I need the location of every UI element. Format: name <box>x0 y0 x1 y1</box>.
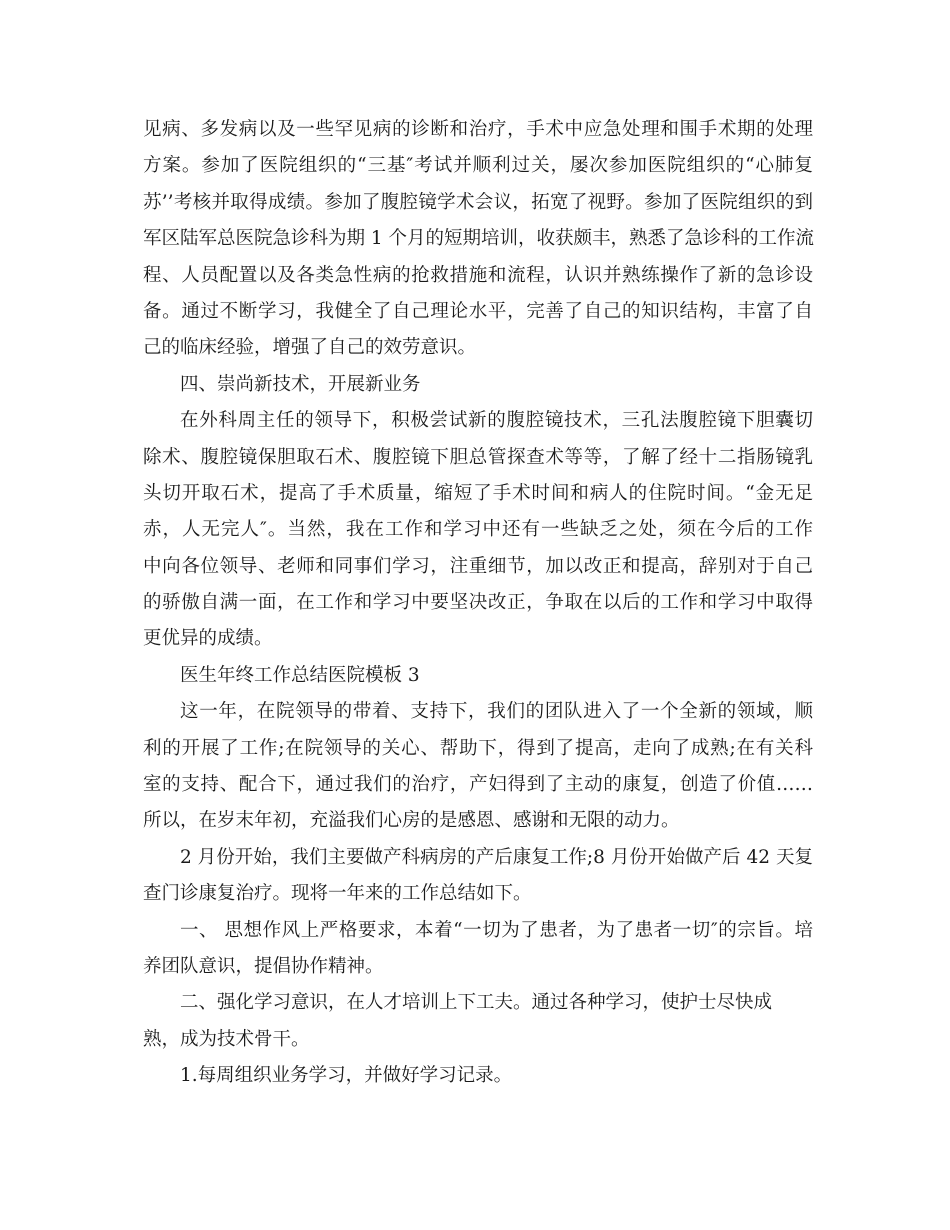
text-line: 军区陆军总医院急诊科为期 1 个月的短期培训，收获颇丰，熟悉了急诊科的工作流 <box>143 228 815 250</box>
text-line: 室的支持、配合下，通过我们的治疗，产妇得到了主动的康复，创造了价值…… <box>143 774 813 796</box>
text-line: 的骄傲自满一面，在工作和学习中要坚决改正，争取在以后的工作和学习中取得 <box>143 592 813 614</box>
text-line: 程、人员配置以及各类急性病的抢救措施和流程，认识并熟练操作了新的急诊设 <box>143 264 813 286</box>
text-line: 熟，成为技术骨干。 <box>143 1028 310 1050</box>
text-line: 备。通过不断学习，我健全了自己理论水平，完善了自己的知识结构，丰富了自 <box>143 300 813 322</box>
text-line: 二、强化学习意识，在人才培训上下工夫。通过各种学习，使护士尽快成 <box>180 992 773 1014</box>
text-line: 更优异的成绩。 <box>143 628 273 650</box>
document-body <box>143 112 813 1095</box>
text-line: 头切开取石术，提高了手术质量，缩短了手术时间和病人的住院时间。“金无足 <box>143 482 813 504</box>
section-heading: 医生年终工作总结医院模板 3 <box>180 664 420 686</box>
text-line: 己的临床经验，增强了自己的效劳意识。 <box>143 337 477 359</box>
text-line: 在外科周主任的领导下，积极尝试新的腹腔镜技术，三孔法腹腔镜下胆囊切 <box>180 410 813 432</box>
text-line: 2 月份开始，我们主要做产科病房的产后康复工作;8 月份开始做产后 42 天复 <box>180 846 813 868</box>
text-line: 利的开展了工作;在院领导的关心、帮助下，得到了提高，走向了成熟;在有关科 <box>143 737 813 759</box>
text-line: 除术、腹腔镜保胆取石术、腹腔镜下胆总管探查术等等，了解了经十二指肠镜乳 <box>143 446 813 468</box>
text-line: 1.每周组织业务学习，并做好学习记录。 <box>180 1065 513 1087</box>
text-line: 方案。参加了医院组织的“三基″考试并顺利过关，屡次参加医院组织的“心肺复 <box>143 155 813 177</box>
section-heading: 四、崇尚新技术，开展新业务 <box>180 373 421 395</box>
text-line: 养团队意识，提倡协作精神。 <box>143 955 384 977</box>
text-line: 所以，在岁末年初，充溢我们心房的是感恩、感谢和无限的动力。 <box>143 810 680 832</box>
text-line: 苏’’考核并取得成绩。参加了腹腔镜学术会议，拓宽了视野。参加了医院组织的到 <box>143 191 813 213</box>
text-line: 见病、多发病以及一些罕见病的诊断和治疗，手术中应急处理和围手术期的处理 <box>143 119 813 140</box>
text-line: 赤，人无完人″。当然，我在工作和学习中还有一些缺乏之处，须在今后的工作 <box>143 519 813 541</box>
text-line: 一、 思想作风上严格要求，本着“一切为了患者，为了患者一切″的宗旨。培 <box>180 919 813 941</box>
text-line: 中向各位领导、老师和同事们学习，注重细节，加以改正和提高，辞别对于自己 <box>143 555 813 577</box>
text-line: 查门诊康复治疗。现将一年来的工作总结如下。 <box>143 883 532 905</box>
text-line: 这一年，在院领导的带着、支持下，我们的团队进入了一个全新的领域，顺 <box>180 701 813 723</box>
